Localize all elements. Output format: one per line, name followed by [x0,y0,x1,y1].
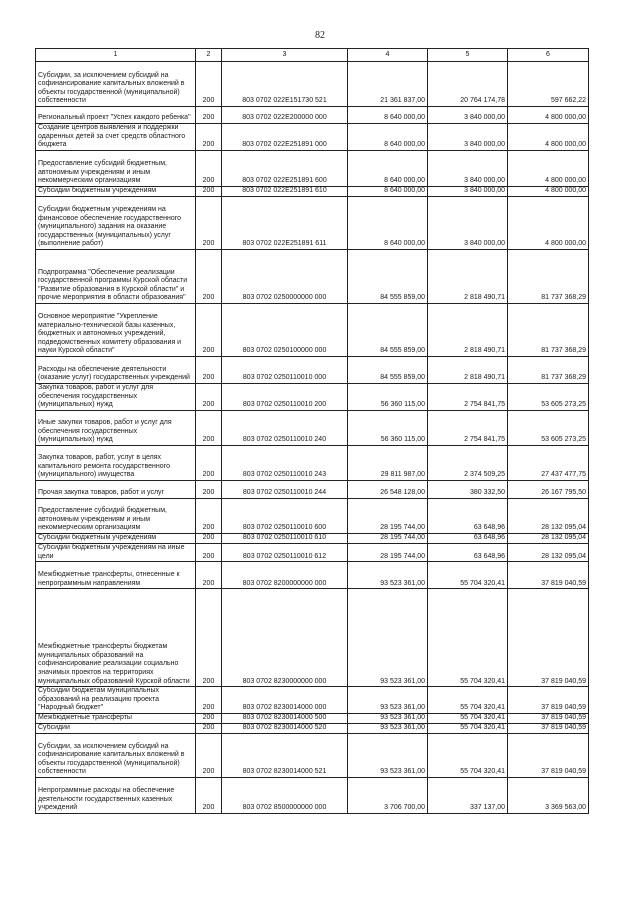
row-name-cell: Основное мероприятие "Укрепление материально-технической базы казенных, бюджетных и автономных учреждений, подведомственных комитету образования и науки Курской области" [36,304,196,357]
row-classification-cell: 803 0702 8230000000 000 [222,589,348,687]
row-name-cell: Субсидии бюджетным учреждениям [36,534,196,544]
row-value-6-cell: 4 800 000,00 [508,124,589,151]
row-value-5-cell: 3 840 000,00 [428,151,508,187]
row-classification-cell: 803 0702 0250110010 610 [222,534,348,544]
row-code-cell: 200 [196,62,222,107]
row-code-cell: 200 [196,384,222,411]
page-number: 82 [315,30,325,41]
row-value-4-cell: 28 195 744,00 [348,544,428,562]
table-row [36,481,589,499]
row-value-5-cell: 3 840 000,00 [428,197,508,250]
row-classification-cell: 803 0702 022E251891 611 [222,197,348,250]
row-value-4-cell: 56 360 115,00 [348,384,428,411]
row-value-6-cell: 37 819 040,59 [508,687,589,714]
row-value-5-cell: 2 818 490,71 [428,357,508,384]
row-code-cell: 200 [196,733,222,777]
row-classification-cell: 803 0702 8500000000 000 [222,777,348,813]
row-value-4-cell: 93 523 361,00 [348,589,428,687]
row-value-5-cell: 2 818 490,71 [428,250,508,304]
column-header: 2 [196,49,222,62]
row-name-cell: Субсидии, за исключением субсидий на софинансирование капитальных вложений в объекты государственной (муниципальной) собственности [36,733,196,777]
table-row [36,777,589,813]
row-code-cell: 200 [196,446,222,481]
row-value-6-cell: 26 167 795,50 [508,481,589,499]
row-value-6-cell: 37 819 040,59 [508,562,589,589]
row-name-cell: Иные закупки товаров, работ и услуг для обеспечения государственных (муниципальных) нужд [36,411,196,446]
row-classification-cell: 803 0702 0250000000 000 [222,250,348,304]
row-classification-cell: 803 0702 8230014000 500 [222,713,348,723]
row-name-cell: Непрограммные расходы на обеспечение деятельности государственных казенных учреждений [36,777,196,813]
row-code-cell: 200 [196,411,222,446]
row-name-cell: Региональный проект "Успех каждого ребенка" [36,107,196,124]
row-value-6-cell: 81 737 368,29 [508,357,589,384]
row-value-4-cell: 93 523 361,00 [348,713,428,723]
table-row [36,733,589,777]
row-name-cell: Субсидии, за исключением субсидий на софинансирование капитальных вложений в объекты государственной (муниципальной) собственности [36,62,196,107]
table-row [36,534,589,544]
table-row [36,384,589,411]
row-value-4-cell: 93 523 361,00 [348,687,428,714]
row-name-cell: Предоставление субсидий бюджетным, автономным учреждениям и иным некоммерческим организациям [36,151,196,187]
row-name-cell: Закупка товаров, работ, услуг в целях капитального ремонта государственного (муниципального) имущества [36,446,196,481]
row-value-5-cell: 2 754 841,75 [428,411,508,446]
row-value-6-cell: 28 132 095,04 [508,544,589,562]
row-value-6-cell: 53 605 273,25 [508,411,589,446]
row-value-5-cell: 55 704 320,41 [428,723,508,733]
row-value-5-cell: 2 754 841,75 [428,384,508,411]
row-code-cell: 200 [196,304,222,357]
row-classification-cell: 803 0702 0250110010 243 [222,446,348,481]
row-value-5-cell: 3 840 000,00 [428,124,508,151]
row-value-6-cell: 28 132 095,04 [508,499,589,534]
row-classification-cell: 803 0702 0250110010 200 [222,384,348,411]
row-value-5-cell: 55 704 320,41 [428,687,508,714]
row-value-5-cell: 55 704 320,41 [428,733,508,777]
row-value-6-cell: 4 800 000,00 [508,187,589,197]
column-header: 4 [348,49,428,62]
row-value-4-cell: 26 548 128,00 [348,481,428,499]
table-row [36,187,589,197]
row-value-5-cell: 20 764 174,78 [428,62,508,107]
row-classification-cell: 803 0702 0250100000 000 [222,304,348,357]
row-value-6-cell: 28 132 095,04 [508,534,589,544]
row-name-cell: Субсидии бюджетам муниципальных образований на реализацию проекта "Народный бюджет" [36,687,196,714]
table-row [36,62,589,107]
row-value-6-cell: 37 819 040,59 [508,733,589,777]
row-value-6-cell: 81 737 368,29 [508,304,589,357]
row-value-4-cell: 84 555 859,00 [348,304,428,357]
row-value-5-cell: 63 648,96 [428,544,508,562]
row-classification-cell: 803 0702 0250110010 600 [222,499,348,534]
row-value-6-cell: 53 605 273,25 [508,384,589,411]
row-classification-cell: 803 0702 8230014000 000 [222,687,348,714]
row-name-cell: Субсидии бюджетным учреждениям на иные цели [36,544,196,562]
row-code-cell: 200 [196,187,222,197]
row-code-cell: 200 [196,151,222,187]
row-name-cell: Межбюджетные трансферты бюджетам муниципальных образований на софинансирование реализации социально значимых проектов на территориях муниципальных образований Курской области [36,589,196,687]
row-value-5-cell: 55 704 320,41 [428,562,508,589]
column-header: 3 [222,49,348,62]
row-value-5-cell: 63 648,96 [428,499,508,534]
row-code-cell: 200 [196,197,222,250]
row-name-cell: Расходы на обеспечение деятельности (оказание услуг) государственных учреждений [36,357,196,384]
row-classification-cell: 803 0702 022E200000 000 [222,107,348,124]
table-row [36,151,589,187]
row-value-5-cell: 380 332,50 [428,481,508,499]
row-code-cell: 200 [196,499,222,534]
row-value-4-cell: 29 811 987,00 [348,446,428,481]
row-code-cell: 200 [196,124,222,151]
row-name-cell: Предоставление субсидий бюджетным, автономным учреждениям и иным некоммерческим организациям [36,499,196,534]
table-row [36,446,589,481]
row-value-4-cell: 28 195 744,00 [348,534,428,544]
row-value-4-cell: 8 640 000,00 [348,197,428,250]
row-name-cell: Закупка товаров, работ и услуг для обеспечения государственных (муниципальных) нужд [36,384,196,411]
row-name-cell: Создание центров выявления и поддержки одаренных детей за счет средств областного бюджета [36,124,196,151]
row-value-5-cell: 55 704 320,41 [428,713,508,723]
table-row [36,250,589,304]
table-row [36,687,589,714]
budget-table [35,48,589,814]
table-row [36,544,589,562]
row-value-6-cell: 4 800 000,00 [508,151,589,187]
table-row [36,723,589,733]
row-name-cell: Межбюджетные трансферты, отнесенные к непрограммным направлениям [36,562,196,589]
row-value-6-cell: 37 819 040,59 [508,723,589,733]
row-name-cell: Субсидии [36,723,196,733]
table-row [36,562,589,589]
row-classification-cell: 803 0702 8200000000 000 [222,562,348,589]
row-value-5-cell: 337 137,00 [428,777,508,813]
table-row [36,304,589,357]
row-classification-cell: 803 0702 022E251891 600 [222,151,348,187]
row-classification-cell: 803 0702 022E251891 000 [222,124,348,151]
row-value-5-cell: 2 374 509,25 [428,446,508,481]
row-value-4-cell: 56 360 115,00 [348,411,428,446]
row-name-cell: Подпрограмма "Обеспечение реализации государственной программы Курской области "Развитие образования в Курской области" и прочие мероприятия в области образования" [36,250,196,304]
column-header: 6 [508,49,589,62]
row-classification-cell: 803 0702 0250110010 240 [222,411,348,446]
row-value-4-cell: 8 640 000,00 [348,151,428,187]
row-classification-cell: 803 0702 022E151730 521 [222,62,348,107]
row-value-4-cell: 8 640 000,00 [348,107,428,124]
row-code-cell: 200 [196,562,222,589]
row-value-5-cell: 3 840 000,00 [428,107,508,124]
row-name-cell: Субсидии бюджетным учреждениям на финансовое обеспечение государственного (муниципального) задания на оказание государственных (муниципальных) услуг (выполнение работ) [36,197,196,250]
table-row [36,499,589,534]
row-value-4-cell: 84 555 859,00 [348,357,428,384]
table-row [36,124,589,151]
row-classification-cell: 803 0702 0250110010 244 [222,481,348,499]
row-classification-cell: 803 0702 0250110010 612 [222,544,348,562]
row-classification-cell: 803 0702 0250110010 000 [222,357,348,384]
row-value-4-cell: 28 195 744,00 [348,499,428,534]
row-name-cell: Межбюджетные трансферты [36,713,196,723]
row-value-4-cell: 93 523 361,00 [348,733,428,777]
row-code-cell: 200 [196,777,222,813]
row-code-cell: 200 [196,723,222,733]
budget-table-body [36,49,589,814]
table-row [36,411,589,446]
row-code-cell: 200 [196,250,222,304]
column-header: 5 [428,49,508,62]
row-value-6-cell: 81 737 368,29 [508,250,589,304]
row-value-6-cell: 597 662,22 [508,62,589,107]
row-name-cell: Прочая закупка товаров, работ и услуг [36,481,196,499]
row-value-5-cell: 3 840 000,00 [428,187,508,197]
row-code-cell: 200 [196,589,222,687]
row-code-cell: 200 [196,713,222,723]
row-value-4-cell: 93 523 361,00 [348,562,428,589]
table-row [36,197,589,250]
row-value-6-cell: 3 369 563,00 [508,777,589,813]
row-code-cell: 200 [196,687,222,714]
row-code-cell: 200 [196,534,222,544]
row-value-4-cell: 21 361 837,00 [348,62,428,107]
row-code-cell: 200 [196,481,222,499]
column-header: 1 [36,49,196,62]
row-value-5-cell: 2 818 490,71 [428,304,508,357]
table-row [36,713,589,723]
row-value-6-cell: 4 800 000,00 [508,197,589,250]
row-value-4-cell: 3 706 700,00 [348,777,428,813]
row-classification-cell: 803 0702 8230014000 520 [222,723,348,733]
row-value-4-cell: 93 523 361,00 [348,723,428,733]
table-row [36,107,589,124]
table-row [36,357,589,384]
row-classification-cell: 803 0702 8230014000 521 [222,733,348,777]
row-value-4-cell: 84 555 859,00 [348,250,428,304]
row-code-cell: 200 [196,544,222,562]
table-row [36,589,589,687]
row-code-cell: 200 [196,357,222,384]
row-code-cell: 200 [196,107,222,124]
row-value-5-cell: 55 704 320,41 [428,589,508,687]
header-row [36,49,589,62]
row-value-6-cell: 4 800 000,00 [508,107,589,124]
row-value-6-cell: 37 819 040,59 [508,589,589,687]
row-value-4-cell: 8 640 000,00 [348,124,428,151]
row-value-6-cell: 37 819 040,59 [508,713,589,723]
row-classification-cell: 803 0702 022E251891 610 [222,187,348,197]
row-value-5-cell: 63 648,96 [428,534,508,544]
row-name-cell: Субсидии бюджетным учреждениям [36,187,196,197]
row-value-6-cell: 27 437 477,75 [508,446,589,481]
row-value-4-cell: 8 640 000,00 [348,187,428,197]
